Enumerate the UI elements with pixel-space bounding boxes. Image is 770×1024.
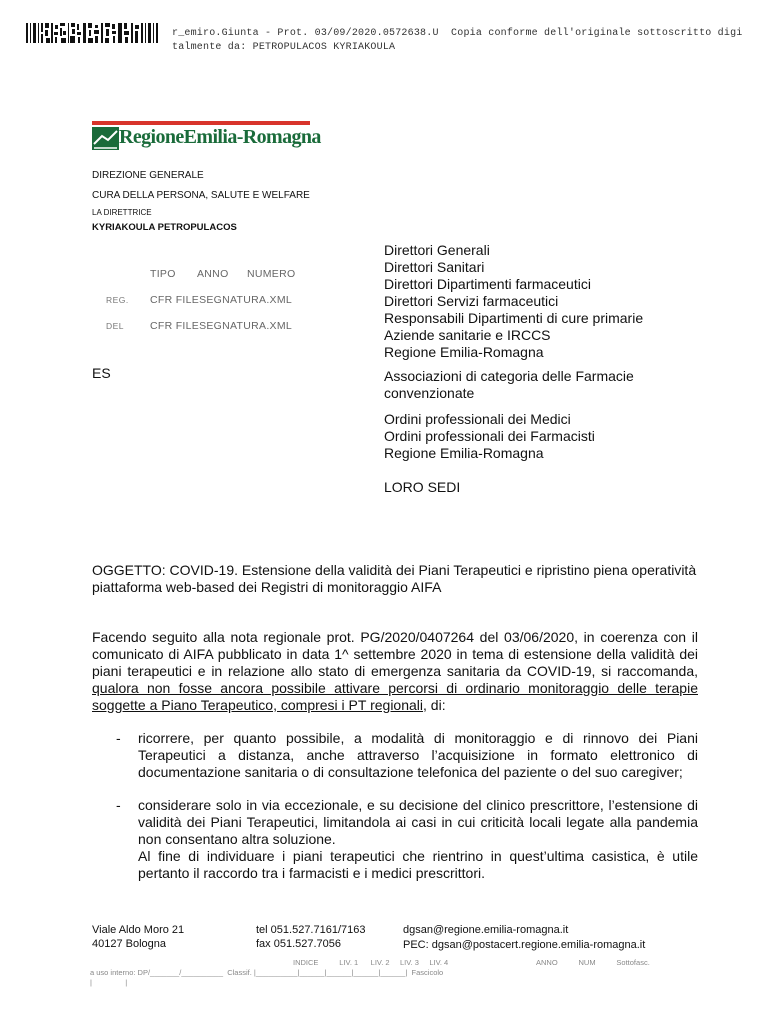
protocol-stamp-line-1: r_emiro.Giunta - Prot. 03/09/2020.0572638.U Copia conforme dell'originale sottoscritto digi bbox=[172, 28, 743, 39]
body-paragraph bbox=[92, 629, 698, 714]
protocol-col-numero: NUMERO bbox=[247, 268, 296, 280]
recipient-line: Responsabili Dipartimenti di cure primarie bbox=[384, 310, 644, 326]
protocol-reg-label: REG. bbox=[106, 295, 129, 305]
bullet-dash: - bbox=[116, 797, 121, 813]
protocol-col-anno: ANNO bbox=[197, 268, 229, 280]
recipient-line: convenzionate bbox=[384, 385, 475, 401]
body-continuation: Al fine di individuare i piani terapeutici che rientrino in quest’ultima casistica, è utile pertanto il raccordo tra i farmacisti e i medici prescrittori. bbox=[138, 848, 698, 881]
footer-address-2: 40127 Bologna bbox=[92, 938, 167, 950]
footer-pec-link[interactable]: PEC: dgsan@postacert.regione.emilia-romagna.it bbox=[403, 939, 646, 951]
recipients-group-2 bbox=[384, 368, 634, 402]
protocol-reg-value: CFR FILESEGNATURA.XML bbox=[150, 294, 293, 306]
footer-address-1: Viale Aldo Moro 21 bbox=[92, 924, 185, 936]
logo-red-bar bbox=[92, 121, 310, 125]
footer-tel: tel 051.527.7161/7163 bbox=[256, 924, 366, 936]
barcode-image bbox=[26, 22, 160, 44]
footer-internal-use-2: | | bbox=[90, 978, 128, 987]
recipient-line: Direttori Generali bbox=[384, 242, 490, 258]
letter-subject: OGGETTO: COVID-19. Estensione della validità dei Piani Terapeutici e ripristino piena operatività piattaforma web-based dei Registri di monitoraggio AIFA bbox=[92, 562, 697, 595]
protocol-del-value: CFR FILESEGNATURA.XML bbox=[150, 320, 293, 332]
region-logo-text: RegioneEmilia-Romagna bbox=[119, 126, 321, 148]
recipient-line: Ordini professionali dei Medici bbox=[384, 411, 571, 427]
sender-role: LA DIRETTRICE bbox=[92, 208, 152, 217]
sender-direzione: DIREZIONE GENERALE bbox=[92, 170, 204, 181]
body-paragraph-end: , di: bbox=[423, 697, 446, 713]
sender-name: KYRIAKOULA PETROPULACOS bbox=[92, 222, 237, 233]
body-paragraph-start: Facendo seguito alla nota regionale prot. PG/2020/0407264 del 03/06/2020, in coerenza con il comunicato di AIFA pubblicato in data 1^ settembre 2020 in tema di estensione della validità dei piani terapeutici e in relazione allo stato di emergenza sanitaria da COVID-19, si raccomanda, bbox=[92, 629, 698, 679]
protocol-es: ES bbox=[92, 365, 111, 381]
footer-internal-use: a uso interno: DP/_______/__________ Classif. |__________|______|______|______|______| Fascicolo bbox=[90, 968, 444, 977]
recipient-line: Regione Emilia-Romagna bbox=[384, 344, 544, 360]
recipients-group-3 bbox=[384, 411, 595, 462]
sender-department: CURA DELLA PERSONA, SALUTE E WELFARE bbox=[92, 190, 310, 201]
footer-fax: fax 051.527.7056 bbox=[256, 938, 342, 950]
footer-class-headers: INDICE LIV. 1 LIV. 2 LIV. 3 LIV. 4 bbox=[293, 958, 449, 967]
bullet-text: considerare solo in via eccezionale, e su decisione del clinico prescrittore, l’estensione di validità dei Piani Terapeutici, limitandola ai casi in cui criticità locali legate alla pandemia non consentano altra soluzione. bbox=[138, 797, 698, 847]
recipient-line: Direttori Dipartimenti farmaceutici bbox=[384, 276, 591, 292]
footer-email-link[interactable]: dgsan@regione.emilia-romagna.it bbox=[403, 924, 569, 936]
region-emblem-icon bbox=[92, 127, 119, 150]
recipients-loro-sedi: LORO SEDI bbox=[384, 479, 461, 495]
recipient-line: Aziende sanitarie e IRCCS bbox=[384, 327, 551, 343]
protocol-stamp-line-2: talmente da: PETROPULACOS KYRIAKOULA bbox=[172, 42, 396, 53]
body-paragraph-underlined: qualora non fosse ancora possibile attivare percorsi di ordinario monitoraggio delle terapie soggette a Piano Terapeutico, compresi i PT regionali bbox=[92, 680, 698, 713]
footer-class-headers-2: ANNO NUM Sottofasc. bbox=[536, 958, 650, 967]
recipient-line: Associazioni di categoria delle Farmacie bbox=[384, 368, 634, 384]
bullet-dash: - bbox=[116, 730, 121, 746]
protocol-col-tipo: TIPO bbox=[150, 268, 176, 280]
recipients-group-1 bbox=[384, 242, 643, 361]
recipient-line: Direttori Sanitari bbox=[384, 259, 485, 275]
recipient-line: Regione Emilia-Romagna bbox=[384, 445, 544, 461]
recipient-line: Ordini professionali dei Farmacisti bbox=[384, 428, 595, 444]
recipient-line: Direttori Servizi farmaceutici bbox=[384, 293, 559, 309]
bullet-text: ricorrere, per quanto possibile, a modalità di monitoraggio e di rinnovo dei Piani Terapeutici a distanza, anche attraverso l’acquisizione in formato elettronico di documentazione sanitaria o di consultazione telefonica del paziente o del suo caregiver; bbox=[138, 730, 698, 780]
protocol-del-label: DEL bbox=[106, 321, 125, 331]
